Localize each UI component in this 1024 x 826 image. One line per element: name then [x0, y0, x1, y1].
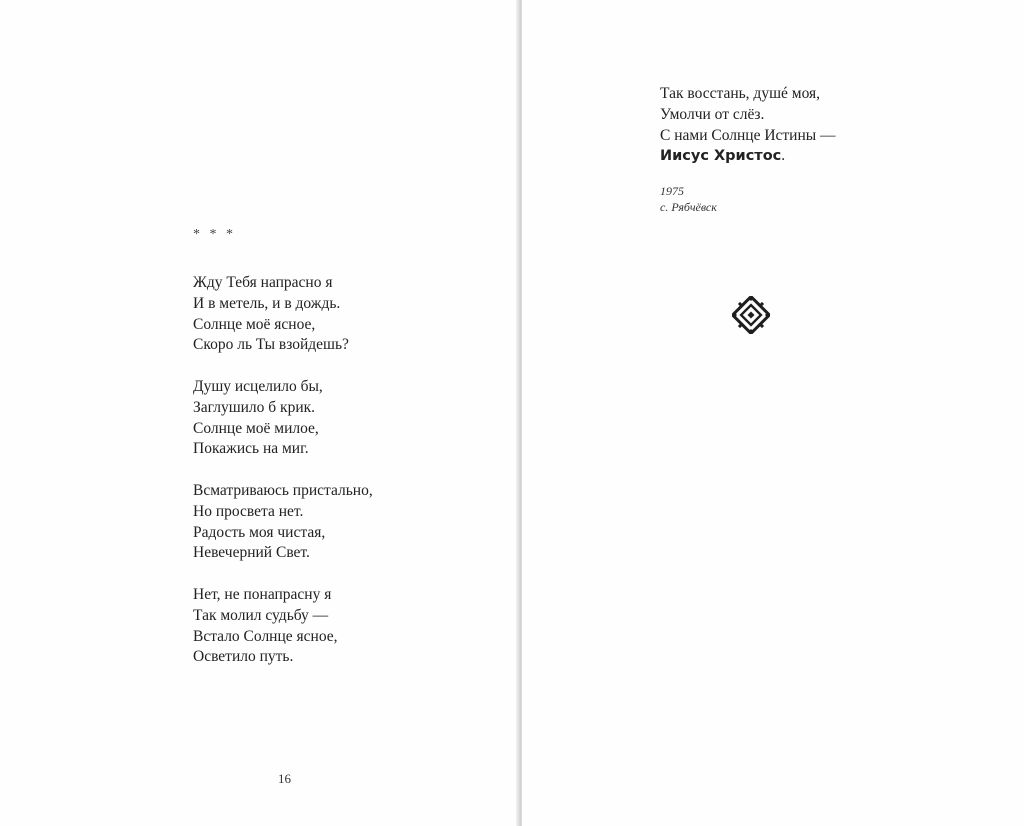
poem-line: Заглушило б крик. [193, 398, 316, 416]
poem-line: С нами Солнце Истины — [660, 126, 836, 144]
diamond-lattice-ornament-icon [732, 296, 770, 334]
poem-right [660, 84, 836, 167]
poem-line: Радость моя чистая, [193, 523, 326, 541]
page-number: 16 [278, 771, 291, 786]
poem-place: с. Рябчёвск [660, 200, 717, 214]
stanza [193, 377, 373, 460]
poem-line: Душу исцелило бы, [193, 377, 323, 395]
stanza [193, 585, 373, 668]
poem-line: Солнце моё ясное, [193, 315, 316, 333]
poem-line: Жду Тебя напрасно я [193, 274, 333, 291]
poem-line: Покажись на миг. [193, 440, 309, 458]
poem-dateline [660, 183, 717, 215]
poem-line: Осветило путь. [193, 648, 294, 666]
final-period: . [781, 147, 786, 165]
poem-line: Так восстань, душé моя, [660, 85, 821, 102]
right-page [522, 0, 1024, 826]
poem-line: Нет, не понапрасну я [193, 585, 332, 603]
poem-line: Всматриваюсь пристально, [193, 481, 373, 499]
poem-line: Умолчи от слёз. [660, 105, 765, 123]
poem-line: Встало Солнце ясное, [193, 627, 338, 645]
poem-line: Так молил судьбу — [193, 606, 329, 624]
stanza [193, 273, 373, 356]
poem-line: И в метель, и в дождь. [193, 294, 341, 312]
bold-name: Иисус Христос [660, 148, 782, 165]
poem-line: Солнце моё милое, [193, 419, 319, 437]
poem-line: Скоро ль Ты взойдешь? [193, 336, 349, 354]
stanza [193, 481, 373, 564]
poem-line: Невечерний Свет. [193, 544, 310, 562]
poem-final-line [660, 146, 836, 167]
poem-year: 1975 [660, 184, 684, 198]
poem-line: Но просвета нет. [193, 502, 304, 520]
poem-left [193, 273, 373, 668]
section-asterisks: * * * [193, 227, 236, 242]
